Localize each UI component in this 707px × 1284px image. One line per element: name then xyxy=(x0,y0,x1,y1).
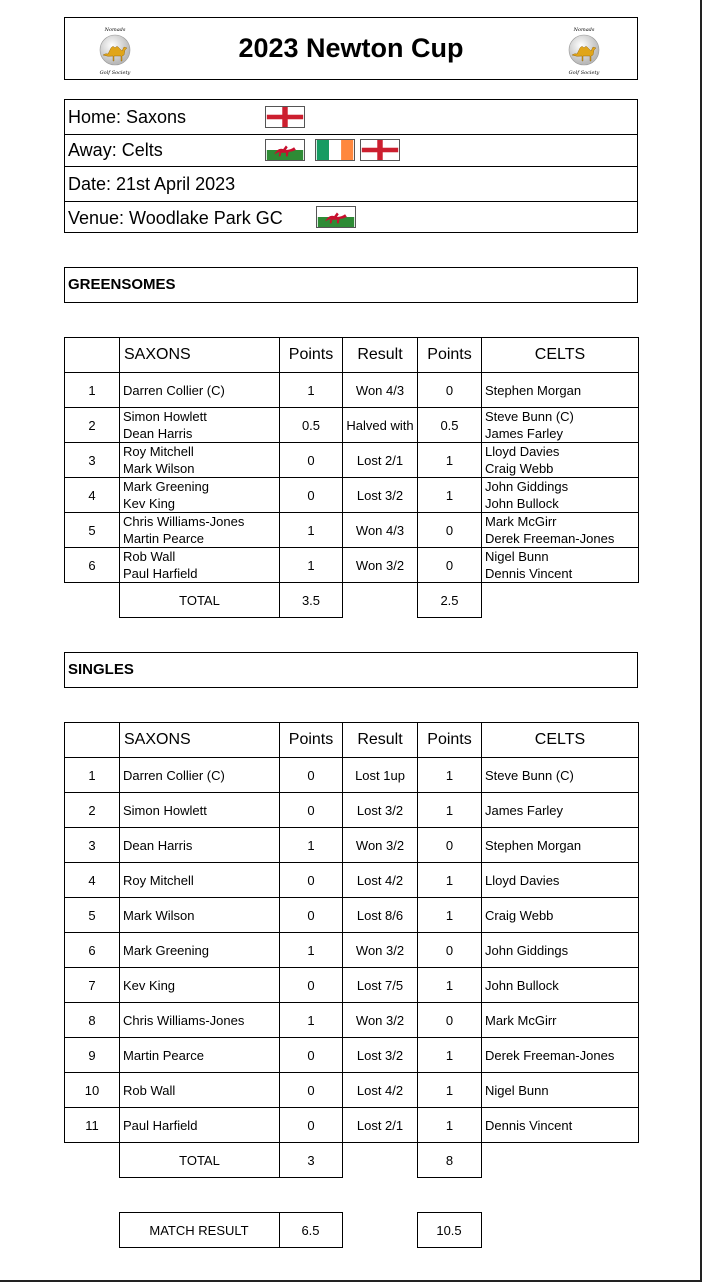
header-num xyxy=(65,723,120,758)
match-number: 7 xyxy=(65,968,120,1003)
table-row xyxy=(65,478,639,513)
header-celts: CELTS xyxy=(482,723,639,758)
saxons-points: 0 xyxy=(280,793,343,828)
saxons-player: Darren Collier (C) xyxy=(123,382,225,398)
match-number: 4 xyxy=(65,863,120,898)
saxons-points: 0 xyxy=(280,758,343,793)
celts-player: John Giddings xyxy=(485,479,569,494)
celts-player: Dennis Vincent xyxy=(482,1108,639,1143)
england-flag-icon xyxy=(265,106,305,128)
header-num xyxy=(65,338,120,373)
celts-points: 1 xyxy=(418,793,482,828)
saxons-pair xyxy=(120,513,280,548)
header-result: Result xyxy=(343,723,418,758)
match-result: Won 3/2 xyxy=(343,1003,418,1038)
header-home-points: Points xyxy=(280,338,343,373)
table-row xyxy=(65,968,639,1003)
table-row xyxy=(65,1038,639,1073)
celts-player: Nigel Bunn xyxy=(482,1073,639,1108)
singles-total-home: 3 xyxy=(280,1143,343,1178)
saxons-points: 0.5 xyxy=(280,408,343,443)
match-result: Lost 2/1 xyxy=(343,443,418,478)
saxons-pair xyxy=(120,408,280,443)
singles-total-row xyxy=(65,1143,639,1178)
celts-points: 1 xyxy=(418,968,482,1003)
saxons-player: Kev King xyxy=(123,496,176,511)
celts-points: 1 xyxy=(418,1073,482,1108)
table-row xyxy=(65,513,639,548)
saxons-points: 1 xyxy=(280,828,343,863)
match-result: Lost 1up xyxy=(343,758,418,793)
match-result: Lost 8/6 xyxy=(343,898,418,933)
table-row xyxy=(65,758,639,793)
table-row xyxy=(65,548,639,583)
svg-text:Golf Society: Golf Society xyxy=(99,70,131,76)
svg-text:Golf Society: Golf Society xyxy=(568,70,600,76)
celts-player: Derek Freeman-Jones xyxy=(482,1038,639,1073)
saxons-player: Rob Wall xyxy=(120,1073,280,1108)
saxons-player: Rob Wall xyxy=(123,549,176,564)
saxons-points: 0 xyxy=(280,1038,343,1073)
saxons-points: 1 xyxy=(280,548,343,583)
table-row xyxy=(65,1003,639,1038)
saxons-points: 0 xyxy=(280,863,343,898)
celts-player: John Bullock xyxy=(482,968,639,1003)
singles-table xyxy=(64,722,639,1178)
celts-pair xyxy=(482,513,639,548)
celts-pair xyxy=(482,443,639,478)
away-team: Away: Celts xyxy=(68,140,163,160)
header-saxons: SAXONS xyxy=(120,723,280,758)
table-row xyxy=(65,1073,639,1108)
saxons-player: Darren Collier (C) xyxy=(120,758,280,793)
match-number: 5 xyxy=(65,898,120,933)
match-number: 3 xyxy=(65,443,120,478)
match-number: 6 xyxy=(65,548,120,583)
celts-points: 0 xyxy=(418,548,482,583)
match-result-home: 6.5 xyxy=(279,1213,342,1248)
match-result: Halved with xyxy=(343,408,418,443)
saxons-pair xyxy=(120,443,280,478)
saxons-player: Martin Pearce xyxy=(120,1038,280,1073)
greensomes-total-away: 2.5 xyxy=(418,583,482,618)
match-info-box xyxy=(64,99,638,233)
match-result: Lost 3/2 xyxy=(343,478,418,513)
svg-text:Nomads: Nomads xyxy=(104,27,126,33)
saxons-points: 0 xyxy=(280,1073,343,1108)
celts-player: Mark McGirr xyxy=(485,514,557,529)
singles-total-away: 8 xyxy=(418,1143,482,1178)
celts-points: 1 xyxy=(418,1108,482,1143)
table-header-row xyxy=(65,338,639,373)
header-home-points: Points xyxy=(280,723,343,758)
greensomes-section-header xyxy=(64,267,638,303)
singles-section-header xyxy=(64,652,638,688)
match-result: Won 4/3 xyxy=(343,513,418,548)
match-result: Won 4/3 xyxy=(343,373,418,408)
table-row xyxy=(65,443,639,478)
celts-player: Derek Freeman-Jones xyxy=(485,531,615,546)
table-row xyxy=(65,828,639,863)
match-result: Lost 3/2 xyxy=(343,1038,418,1073)
saxons-points: 1 xyxy=(280,373,343,408)
society-logo-right xyxy=(562,24,606,76)
wales-flag-icon xyxy=(265,139,305,161)
celts-points: 0 xyxy=(418,373,482,408)
celts-points: 0 xyxy=(418,513,482,548)
celts-player: Nigel Bunn xyxy=(485,549,549,564)
saxons-pair xyxy=(120,373,280,408)
match-result: Lost 2/1 xyxy=(343,1108,418,1143)
match-venue: Venue: Woodlake Park GC xyxy=(68,207,283,228)
celts-pair xyxy=(482,548,639,583)
match-result-table xyxy=(64,1212,638,1248)
match-number: 6 xyxy=(65,933,120,968)
match-number: 5 xyxy=(65,513,120,548)
table-row xyxy=(65,1108,639,1143)
celts-pair xyxy=(482,408,639,443)
greensomes-total-label: TOTAL xyxy=(120,583,280,618)
match-number: 9 xyxy=(65,1038,120,1073)
match-number: 1 xyxy=(65,373,120,408)
header-away-points: Points xyxy=(418,338,482,373)
match-result: Lost 7/5 xyxy=(343,968,418,1003)
celts-points: 0.5 xyxy=(418,408,482,443)
saxons-player: Mark Greening xyxy=(123,479,209,494)
title-box xyxy=(64,17,638,80)
match-result: Won 3/2 xyxy=(343,548,418,583)
celts-player: Craig Webb xyxy=(485,461,554,476)
celts-player: James Farley xyxy=(482,793,639,828)
saxons-pair xyxy=(120,548,280,583)
celts-player: Stephen Morgan xyxy=(485,382,582,398)
match-result-label: MATCH RESULT xyxy=(119,1213,279,1248)
match-result: Lost 3/2 xyxy=(343,793,418,828)
singles-label: SINGLES xyxy=(68,661,134,678)
celts-player: Stephen Morgan xyxy=(482,828,639,863)
match-number: 2 xyxy=(65,793,120,828)
celts-points: 1 xyxy=(418,443,482,478)
match-number: 8 xyxy=(65,1003,120,1038)
table-row xyxy=(65,408,639,443)
match-result: Won 3/2 xyxy=(343,933,418,968)
celts-player: Steve Bunn (C) xyxy=(485,409,574,424)
match-result: Lost 4/2 xyxy=(343,863,418,898)
table-row xyxy=(65,898,639,933)
table-row xyxy=(65,793,639,828)
saxons-player: Kev King xyxy=(120,968,280,1003)
match-number: 4 xyxy=(65,478,120,513)
saxons-player: Mark Wilson xyxy=(120,898,280,933)
saxons-points: 1 xyxy=(280,513,343,548)
table-row xyxy=(65,373,639,408)
saxons-player: Simon Howlett xyxy=(123,409,207,424)
table-row xyxy=(65,933,639,968)
england-flag-icon xyxy=(360,139,400,161)
saxons-player: Paul Harfield xyxy=(123,566,198,581)
saxons-points: 0 xyxy=(280,478,343,513)
celts-pair xyxy=(482,373,639,408)
saxons-player: Chris Williams-Jones xyxy=(120,1003,280,1038)
table-row xyxy=(65,863,639,898)
saxons-player: Dean Harris xyxy=(120,828,280,863)
match-result: Won 3/2 xyxy=(343,828,418,863)
match-result-row xyxy=(64,1213,638,1248)
page-title: 2023 Newton Cup xyxy=(238,33,464,63)
greensomes-total-row xyxy=(65,583,639,618)
greensomes-total-home: 3.5 xyxy=(280,583,343,618)
date-row xyxy=(65,167,637,202)
celts-player: Lloyd Davies xyxy=(485,444,560,459)
saxons-player: Mark Wilson xyxy=(123,461,195,476)
home-team: Home: Saxons xyxy=(68,106,187,127)
saxons-player: Martin Pearce xyxy=(123,531,204,546)
saxons-pair xyxy=(120,478,280,513)
saxons-points: 0 xyxy=(280,968,343,1003)
svg-text:Nomads: Nomads xyxy=(573,27,595,33)
saxons-player: Simon Howlett xyxy=(120,793,280,828)
header-celts: CELTS xyxy=(482,338,639,373)
celts-pair xyxy=(482,478,639,513)
celts-player: Mark McGirr xyxy=(482,1003,639,1038)
match-number: 11 xyxy=(65,1108,120,1143)
celts-points: 1 xyxy=(418,758,482,793)
greensomes-label: GREENSOMES xyxy=(68,276,176,293)
match-number: 2 xyxy=(65,408,120,443)
match-result-away: 10.5 xyxy=(417,1213,481,1248)
saxons-player: Paul Harfield xyxy=(120,1108,280,1143)
match-number: 1 xyxy=(65,758,120,793)
saxons-player: Mark Greening xyxy=(120,933,280,968)
celts-points: 0 xyxy=(418,828,482,863)
celts-points: 1 xyxy=(418,898,482,933)
saxons-player: Chris Williams-Jones xyxy=(123,514,245,529)
celts-player: Craig Webb xyxy=(482,898,639,933)
saxons-points: 1 xyxy=(280,1003,343,1038)
ireland-flag-icon xyxy=(315,139,355,161)
match-number: 3 xyxy=(65,828,120,863)
celts-player: Lloyd Davies xyxy=(482,863,639,898)
celts-points: 1 xyxy=(418,478,482,513)
saxons-points: 0 xyxy=(280,1108,343,1143)
saxons-points: 0 xyxy=(280,443,343,478)
header-away-points: Points xyxy=(418,723,482,758)
saxons-player: Roy Mitchell xyxy=(123,444,194,459)
wales-flag-icon xyxy=(316,206,356,228)
singles-total-label: TOTAL xyxy=(120,1143,280,1178)
celts-player: Steve Bunn (C) xyxy=(482,758,639,793)
celts-player: Dennis Vincent xyxy=(485,566,573,581)
celts-points: 1 xyxy=(418,1038,482,1073)
match-date: Date: 21st April 2023 xyxy=(68,173,236,194)
celts-player: John Giddings xyxy=(482,933,639,968)
saxons-player: Dean Harris xyxy=(123,426,193,441)
match-result: Lost 4/2 xyxy=(343,1073,418,1108)
celts-player: James Farley xyxy=(485,426,564,441)
table-header-row xyxy=(65,723,639,758)
celts-points: 0 xyxy=(418,1003,482,1038)
celts-points: 1 xyxy=(418,863,482,898)
home-row xyxy=(65,100,637,135)
celts-points: 0 xyxy=(418,933,482,968)
celts-player: John Bullock xyxy=(485,496,559,511)
saxons-player: Roy Mitchell xyxy=(120,863,280,898)
match-number: 10 xyxy=(65,1073,120,1108)
header-saxons: SAXONS xyxy=(120,338,280,373)
header-result: Result xyxy=(343,338,418,373)
saxons-points: 0 xyxy=(280,898,343,933)
saxons-points: 1 xyxy=(280,933,343,968)
greensomes-table xyxy=(64,337,639,618)
